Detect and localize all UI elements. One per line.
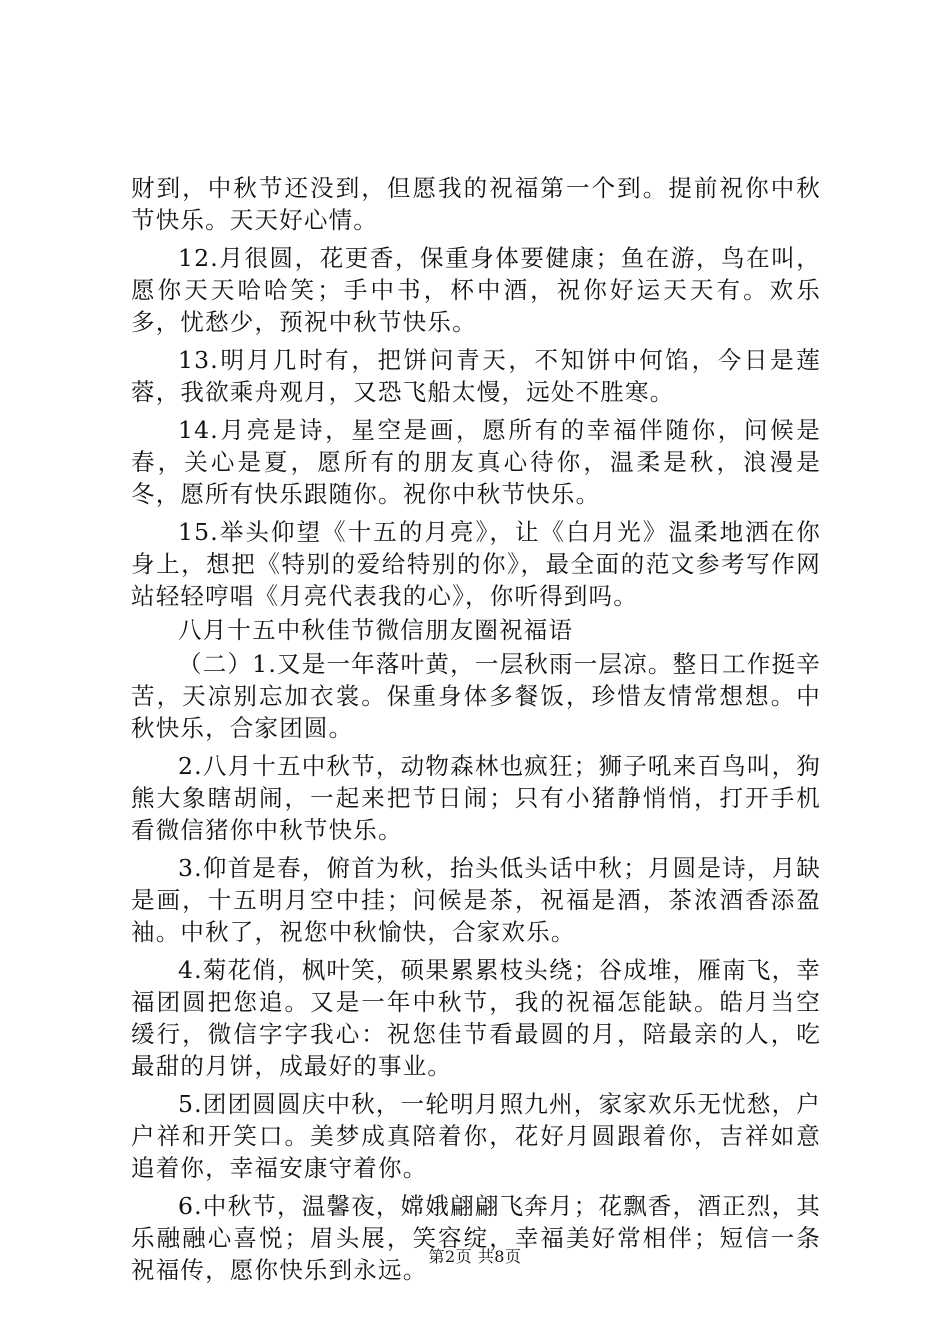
paragraph-item-12: 12.月很圆，花更香，保重身体要健康；鱼在游，鸟在叫，愿你天天哈哈笑；手中书，杯中酒，祝你好运天天有。欢乐多，忧愁少，预祝中秋节快乐。 <box>131 244 821 336</box>
paragraph-item-15: 15.举头仰望《十五的月亮》，让《白月光》温柔地洒在你身上，想把《特别的爱给特别的你》，最全面的范文参考写作网站轻轻哼唱《月亮代表我的心》，你听得到吗。 <box>131 518 821 610</box>
section-heading: 八月十五中秋佳节微信朋友圈祝福语 <box>178 616 574 644</box>
paragraph-item-2-5: 5.团团圆圆庆中秋，一轮明月照九州，家家欢乐无忧愁，户户祥和开笑口。美梦成真陪着你，花好月圆跟着你，吉祥如意追着你，幸福安康守着你。 <box>131 1090 821 1182</box>
document-body <box>131 172 821 1286</box>
paragraph-item-2-4: 4.菊花俏，枫叶笑，硕果累累枝头绕；谷成堆，雁南飞，幸福团圆把您追。又是一年中秋节，我的祝福怎能缺。皓月当空缓行，微信字字我心：祝您佳节看最圆的月，陪最亲的人，吃最甜的月饼，成最好的事业。 <box>131 956 821 1080</box>
paragraph-item-2-2: 2.八月十五中秋节，动物森林也疯狂；狮子吼来百鸟叫，狗熊大象瞎胡闹，一起来把节日闹；只有小猪静悄悄，打开手机看微信猪你中秋节快乐。 <box>131 752 821 844</box>
paragraph-item-2-3: 3.仰首是春，俯首为秋，抬头低头话中秋；月圆是诗，月缺是画，十五明月空中挂；问候是茶，祝福是酒，茶浓酒香添盈袖。中秋了，祝您中秋愉快，合家欢乐。 <box>131 854 821 946</box>
paragraph-item-2-6: 6.中秋节，温馨夜，嫦娥翩翩飞奔月；花飘香，酒正烈，其乐融融心喜悦；眉头展，笑容绽，幸福美好常相伴；短信一条祝福传，愿你快乐到永远。 <box>131 1192 821 1284</box>
paragraph-continuation: 财到，中秋节还没到，但愿我的祝福第一个到。提前祝你中秋节快乐。天天好心情。 <box>131 174 821 234</box>
paragraph-item-14: 14.月亮是诗，星空是画，愿所有的幸福伴随你，问候是春，关心是夏，愿所有的朋友真心待你，温柔是秋，浪漫是冬，愿所有快乐跟随你。祝你中秋节快乐。 <box>131 416 821 508</box>
paragraph-item-2-1: （二）1.又是一年落叶黄，一层秋雨一层凉。整日工作挺辛苦，天凉别忘加衣裳。保重身体多餐饭，珍惜友情常想想。中秋快乐，合家团圆。 <box>131 650 821 742</box>
paragraph-item-13: 13.明月几时有，把饼问青天，不知饼中何馅，今日是莲蓉，我欲乘舟观月，又恐飞船太慢，远处不胜寒。 <box>131 346 821 406</box>
page-number-footer: 第2页 共8页 <box>428 1247 522 1266</box>
